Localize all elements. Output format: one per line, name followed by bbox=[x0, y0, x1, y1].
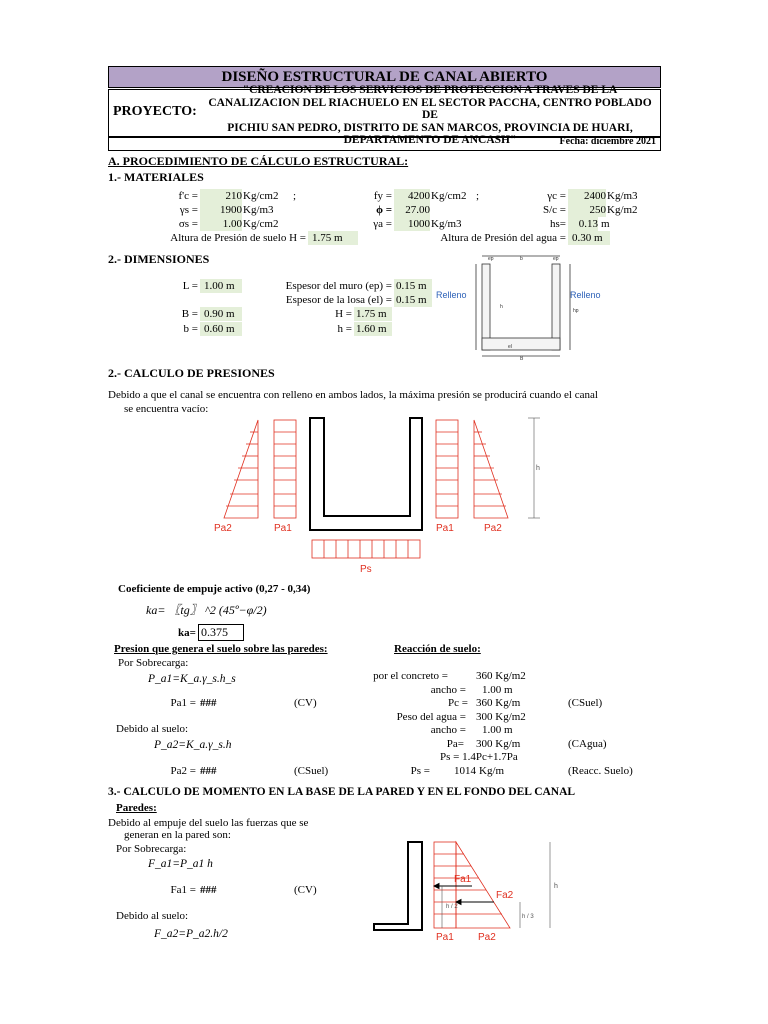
H-value: 1.75 m bbox=[354, 307, 392, 321]
fecha-box bbox=[108, 136, 661, 151]
ancho1-label: ancho = bbox=[430, 684, 466, 696]
dia-el: el bbox=[508, 344, 512, 350]
concreto-value: 360 Kg/m2 bbox=[476, 670, 526, 682]
fa2-formula: F_a2=P_a2.h/2 bbox=[154, 928, 228, 940]
B-label: B = bbox=[181, 308, 198, 320]
ys-unit: Kg/m3 bbox=[243, 204, 274, 216]
momento-text-2: generan en la pared son: bbox=[124, 829, 231, 841]
altura-suelo-label: Altura de Presión de suelo H = bbox=[170, 232, 306, 244]
L-label: L = bbox=[182, 280, 198, 292]
dia-h-label: h bbox=[554, 883, 558, 890]
project-line-3: PICHIU SAN PEDRO, DISTRITO DE SAN MARCOS, PROVINCIA DE HUARI, bbox=[227, 121, 633, 134]
ancho2-value: 1.00 m bbox=[482, 724, 513, 736]
sc-label: S/c = bbox=[542, 204, 566, 216]
fy-value: 4200 bbox=[394, 189, 430, 203]
L-value: 1.00 m bbox=[200, 279, 242, 293]
relleno-left-label: Relleno bbox=[436, 290, 467, 300]
project-line-1: "CREACION DE LOS SERVICIOS DE PROTECCION A TRAVES DE LA bbox=[242, 84, 618, 96]
presion-suelo-heading: Presion que genera el suelo sobre las paredes: bbox=[114, 643, 328, 655]
H-label: H = bbox=[335, 308, 352, 320]
pa2-suelo-label: Debido al suelo: bbox=[116, 723, 189, 735]
pressure-diagram bbox=[200, 414, 560, 576]
dia-hp: hp bbox=[573, 308, 579, 314]
sc-value: 250 bbox=[568, 203, 606, 217]
coef-heading: Coeficiente de empuje activo (0,27 - 0,34) bbox=[118, 583, 311, 595]
fa1-formula: F_a1=P_a1 h bbox=[148, 858, 213, 870]
document-title: DISEÑO ESTRUCTURAL DE CANAL ABIERTO bbox=[108, 66, 661, 88]
altura-agua-value: 0.30 m bbox=[568, 231, 610, 245]
pc-label: Pc = bbox=[448, 697, 468, 709]
ps-result-tag: (Reacc. Suelo) bbox=[568, 765, 633, 777]
presiones-heading: 2.- CALCULO DE PRESIONES bbox=[108, 366, 275, 380]
fa1-sobrecarga-label: Por Sobrecarga: bbox=[116, 843, 187, 855]
os-label: σs = bbox=[178, 218, 198, 230]
el-value: 0.15 m bbox=[394, 293, 432, 307]
pa1-result-label: Pa1 = bbox=[170, 697, 196, 709]
pressure-dia-h: h bbox=[536, 465, 540, 472]
hs-label: hs= bbox=[550, 218, 566, 230]
ys-value: 1900 bbox=[200, 203, 242, 217]
presiones-text-1: Debido a que el canal se encuentra con relleno en ambos lados, la máxima presión se producirá cuando el canal bbox=[108, 389, 598, 401]
ep-label: Espesor del muro (ep) = bbox=[285, 280, 392, 292]
B-value: 0.90 m bbox=[200, 307, 242, 321]
h-label: h = bbox=[337, 323, 352, 335]
fc-separator: ; bbox=[293, 190, 297, 202]
dia-h2-label: h / 2 bbox=[446, 904, 458, 910]
os-unit: Kg/cm2 bbox=[243, 218, 279, 230]
pa2-left-label: Pa2 bbox=[214, 523, 232, 534]
dia-pa2-label: Pa2 bbox=[478, 932, 496, 943]
dia-fa1-label: Fa1 bbox=[454, 874, 472, 885]
agua-label: Peso del agua = bbox=[396, 711, 466, 723]
section-a-heading: A. PROCEDIMIENTO DE CÁLCULO ESTRUCTURAL: bbox=[108, 154, 409, 168]
dia-pa1-label: Pa1 bbox=[436, 932, 454, 943]
ps-formula: Ps = 1.4Pc+1.7Pa bbox=[440, 751, 518, 763]
fa1-result-label: Fa1 = bbox=[170, 884, 196, 896]
pa-value: 300 Kg/m bbox=[476, 738, 521, 750]
pa1-result-tag: (CV) bbox=[294, 697, 317, 709]
fa2-suelo-label: Debido al suelo: bbox=[116, 910, 189, 922]
ep-value: 0.15 m bbox=[394, 279, 432, 293]
ya-label: γa = bbox=[373, 218, 392, 230]
ka-value: 0.375 bbox=[198, 624, 244, 641]
pa-tag: (CAgua) bbox=[568, 738, 607, 750]
pa1-result-value: ### bbox=[200, 697, 217, 709]
dimensiones-heading: 2.- DIMENSIONES bbox=[108, 252, 210, 266]
fc-unit: Kg/cm2 bbox=[243, 190, 279, 202]
wall-moment-diagram bbox=[370, 834, 580, 944]
pa-label: Pa= bbox=[446, 738, 464, 750]
el-label: Espesor de la losa (el) = bbox=[285, 294, 392, 306]
hs-unit: m bbox=[601, 218, 610, 230]
b-value: 0.60 m bbox=[200, 322, 242, 336]
project-line-2: CANALIZACION DEL RIACHUELO EN EL SECTOR PACCHA, CENTRO POBLADO DE bbox=[208, 96, 652, 121]
dia-ep1: ep bbox=[488, 256, 494, 262]
fa1-result-tag: (CV) bbox=[294, 884, 317, 896]
concreto-label: por el concreto = bbox=[373, 670, 448, 682]
project-line-4: DEPARTAMENTO DE ANCASH" bbox=[343, 134, 517, 146]
agua-value: 300 Kg/m2 bbox=[476, 711, 526, 723]
yc-label: γc = bbox=[547, 190, 566, 202]
phi-label: ϕ = bbox=[376, 204, 392, 216]
coef-formula: ka= 〖tg〗 ^2 (45º−φ/2) bbox=[146, 603, 267, 617]
altura-suelo-value: 1.75 m bbox=[308, 231, 358, 245]
ya-value: 1000 bbox=[394, 217, 430, 231]
fy-separator: ; bbox=[476, 190, 480, 202]
fa1-result-value: ### bbox=[200, 884, 217, 896]
pa1-right-label: Pa1 bbox=[436, 523, 454, 534]
altura-agua-label: Altura de Presión del agua = bbox=[440, 232, 566, 244]
ps-result-value: 1014 bbox=[454, 765, 476, 777]
yc-value: 2400 bbox=[568, 189, 606, 203]
channel-section-diagram bbox=[436, 252, 646, 360]
project-label: PROYECTO: bbox=[113, 104, 197, 119]
paredes-heading: Paredes: bbox=[116, 802, 157, 814]
ya-unit: Kg/m3 bbox=[431, 218, 462, 230]
pa2-formula: P_a2=K_a.γ_s.h bbox=[154, 739, 232, 751]
pa1-sobrecarga-label: Por Sobrecarga: bbox=[118, 657, 189, 669]
ys-label: γs = bbox=[179, 204, 198, 216]
fc-label: f'c = bbox=[178, 190, 198, 202]
pa2-result-tag: (CSuel) bbox=[294, 765, 329, 777]
pc-value: 360 Kg/m bbox=[476, 697, 521, 709]
fy-label: fy = bbox=[373, 190, 392, 202]
ka-label: ka= bbox=[178, 627, 196, 639]
dia-ep2: ep bbox=[553, 256, 559, 262]
ps-result-unit: Kg/m bbox=[479, 765, 505, 777]
reaccion-heading: Reacción de suelo: bbox=[394, 643, 481, 655]
h-value: 1.60 m bbox=[354, 322, 392, 336]
presiones-text-2: se encuentra vacío: bbox=[124, 403, 209, 415]
ancho2-label: ancho = bbox=[430, 724, 466, 736]
fc-value: 210 bbox=[200, 189, 242, 203]
b-label: b = bbox=[183, 323, 198, 335]
dia-h3-label: h / 3 bbox=[522, 914, 534, 920]
fecha-text: Fecha: diciembre 2021 bbox=[559, 136, 656, 147]
phi-value: 27.00 bbox=[394, 203, 430, 217]
hs-value: 0.13 bbox=[568, 217, 598, 231]
materiales-heading: 1.- MATERIALES bbox=[108, 170, 204, 184]
ancho1-value: 1.00 m bbox=[482, 684, 513, 696]
sc-unit: Kg/m2 bbox=[607, 204, 638, 216]
pa1-left-label: Pa1 bbox=[274, 523, 292, 534]
momento-heading: 3.- CALCULO DE MOMENTO EN LA BASE DE LA PARED Y EN EL FONDO DEL CANAL bbox=[108, 786, 576, 798]
dia-B: B bbox=[520, 356, 524, 362]
dia-b: b bbox=[520, 256, 523, 262]
relleno-right-label: Relleno bbox=[570, 290, 601, 300]
os-value: 1.00 bbox=[200, 217, 242, 231]
pa2-result-value: ### bbox=[200, 765, 217, 777]
yc-unit: Kg/m3 bbox=[607, 190, 638, 202]
dia-fa2-label: Fa2 bbox=[496, 890, 514, 901]
momento-text-1: Debido al empuje del suelo las fuerzas que se bbox=[108, 817, 309, 829]
ps-label: Ps bbox=[360, 564, 372, 575]
pa2-right-label: Pa2 bbox=[484, 523, 502, 534]
pa1-formula: P_a1=K_a.γ_s.h_s bbox=[148, 673, 236, 685]
ps-result-label: Ps = bbox=[410, 765, 430, 777]
pa2-result-label: Pa2 = bbox=[170, 765, 196, 777]
pc-tag: (CSuel) bbox=[568, 697, 603, 709]
fy-unit: Kg/cm2 bbox=[431, 190, 467, 202]
dia-h: h bbox=[500, 304, 503, 310]
